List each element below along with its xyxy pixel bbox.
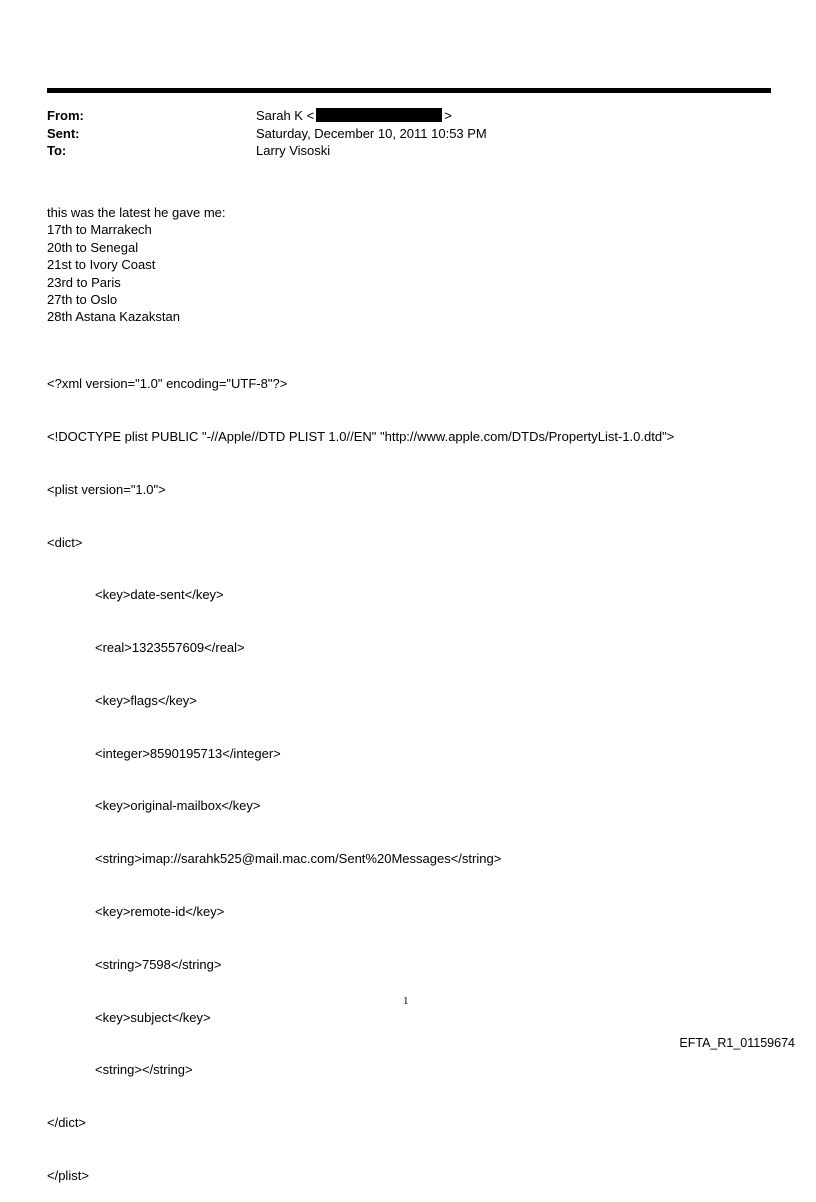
redaction-box — [316, 108, 442, 122]
sent-label: Sent: — [47, 125, 80, 141]
header-rule — [47, 88, 771, 93]
xml-line: </dict> — [47, 1115, 87, 1131]
body-line: 21st to Ivory Coast — [47, 257, 156, 273]
xml-line: <?xml version="1.0" encoding="UTF-8"?> — [47, 376, 288, 392]
from-value — [256, 107, 452, 125]
body-line: 23rd to Paris — [47, 274, 121, 290]
xml-line: <key>original-mailbox</key> — [95, 798, 261, 814]
xml-line: <string>imap://sarahk525@mail.mac.com/Sent%20Messages</string> — [95, 851, 502, 867]
xml-line: </plist> — [47, 1167, 89, 1183]
body-line: 17th to Marrakech — [47, 222, 152, 238]
footer-document-id: EFTA_R1_01159674 — [679, 1036, 795, 1050]
xml-line: <!DOCTYPE plist PUBLIC "-//Apple//DTD PLIST 1.0//EN" "http://www.apple.com/DTDs/PropertyList-1.0.dtd"> — [47, 428, 675, 444]
xml-line: <integer>8590195713</integer> — [95, 745, 281, 761]
xml-line: <dict> — [47, 534, 83, 550]
xml-line: <string>7598</string> — [95, 956, 222, 972]
to-value: Larry Visoski — [256, 143, 331, 158]
body-line: 20th to Senegal — [47, 239, 139, 255]
xml-line: <key>date-sent</key> — [95, 587, 224, 603]
xml-line: <string></string> — [95, 1062, 193, 1078]
xml-line: <plist version="1.0"> — [47, 481, 166, 497]
xml-line: <key>remote-id</key> — [95, 904, 225, 919]
sent-value: Saturday, December 10, 2011 10:53 PM — [256, 125, 487, 141]
from-name: Sarah K < — [256, 108, 315, 123]
xml-line: <key>subject</key> — [95, 1009, 211, 1025]
from-label: From: — [47, 108, 84, 123]
xml-line: <real>1323557609</real> — [95, 640, 245, 656]
body-line: this was the latest he gave me: — [47, 205, 226, 220]
to-row — [47, 142, 487, 160]
xml-line: <key>flags</key> — [95, 692, 197, 708]
from-close: > — [444, 108, 452, 123]
email-body — [47, 204, 225, 326]
to-label: To: — [47, 143, 67, 158]
sent-row — [47, 125, 487, 143]
from-row — [47, 107, 487, 125]
page-number: 1 — [403, 995, 409, 1007]
body-line: 27th to Oslo — [47, 292, 118, 308]
email-header — [47, 107, 487, 160]
body-line: 28th Astana Kazakstan — [47, 309, 180, 325]
